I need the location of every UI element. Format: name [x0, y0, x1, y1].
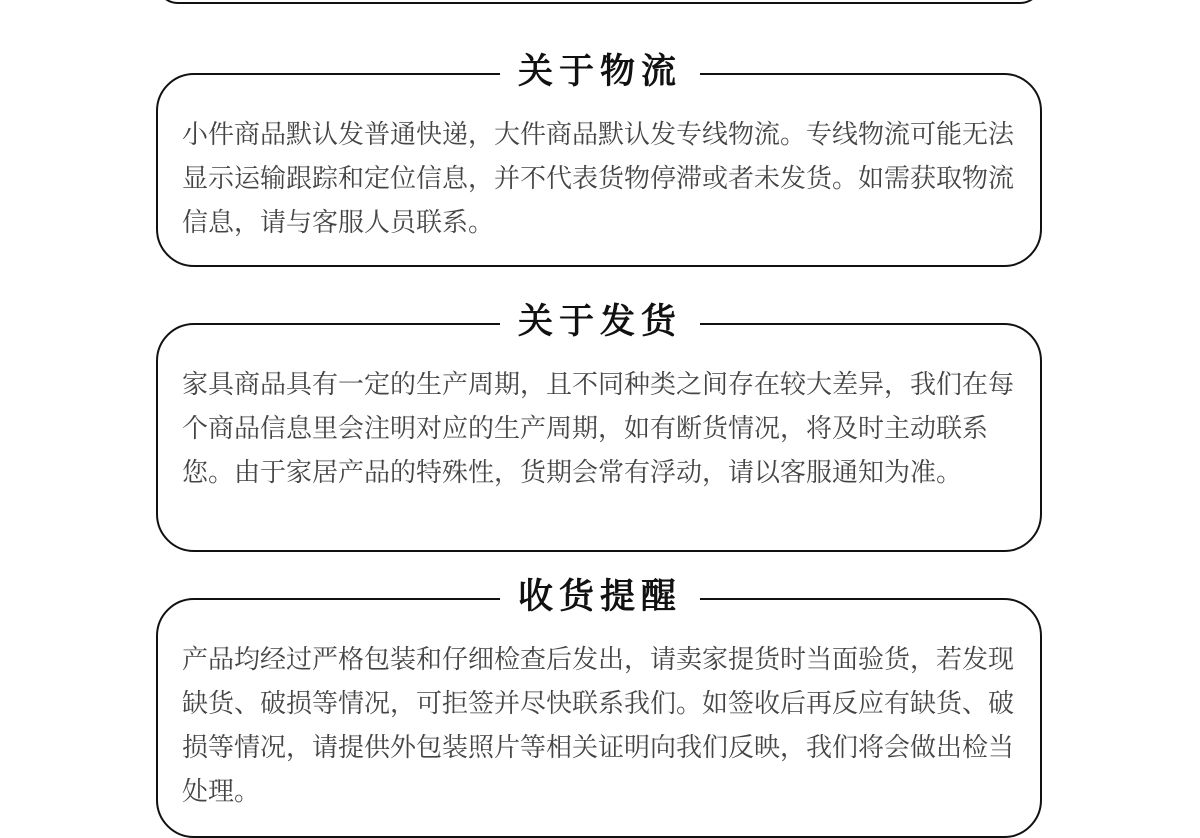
logistics-body-text: 小件商品默认发普通快递，大件商品默认发专线物流。专线物流可能无法显示运输跟踪和定位信息，并不代表货物停滞或者未发货。如需获取物流信息，请与客服人员联系。: [182, 120, 1015, 238]
logistics-heading-wrap: [500, 49, 700, 95]
logistics-heading: 关于物流: [517, 52, 682, 92]
shipping-body-text: 家具商品具有一定的生产周期，且不同种类之间存在较大差异，我们在每个商品信息里会注明对应的生产周期，如有断货情况，将及时主动联系您。由于家居产品的特殊性，货期会常有浮动，请以客服通知为准。: [182, 370, 1015, 488]
receipt-heading: 收货提醒: [517, 577, 682, 617]
shipping-heading: 关于发货: [517, 302, 682, 342]
receipt-body-text: 产品均经过严格包装和仔细检查后发出，请卖家提货时当面验货，若发现缺货、破损等情况，可拒签并尽快联系我们。如签收后再反应有缺货、破损等情况，请提供外包装照片等相关证明向我们反映，我们将会做出检当处理。: [182, 645, 1015, 807]
receipt-heading-wrap: [500, 574, 700, 620]
previous-section-card: [156, 0, 1042, 4]
shipping-heading-wrap: [500, 299, 700, 345]
